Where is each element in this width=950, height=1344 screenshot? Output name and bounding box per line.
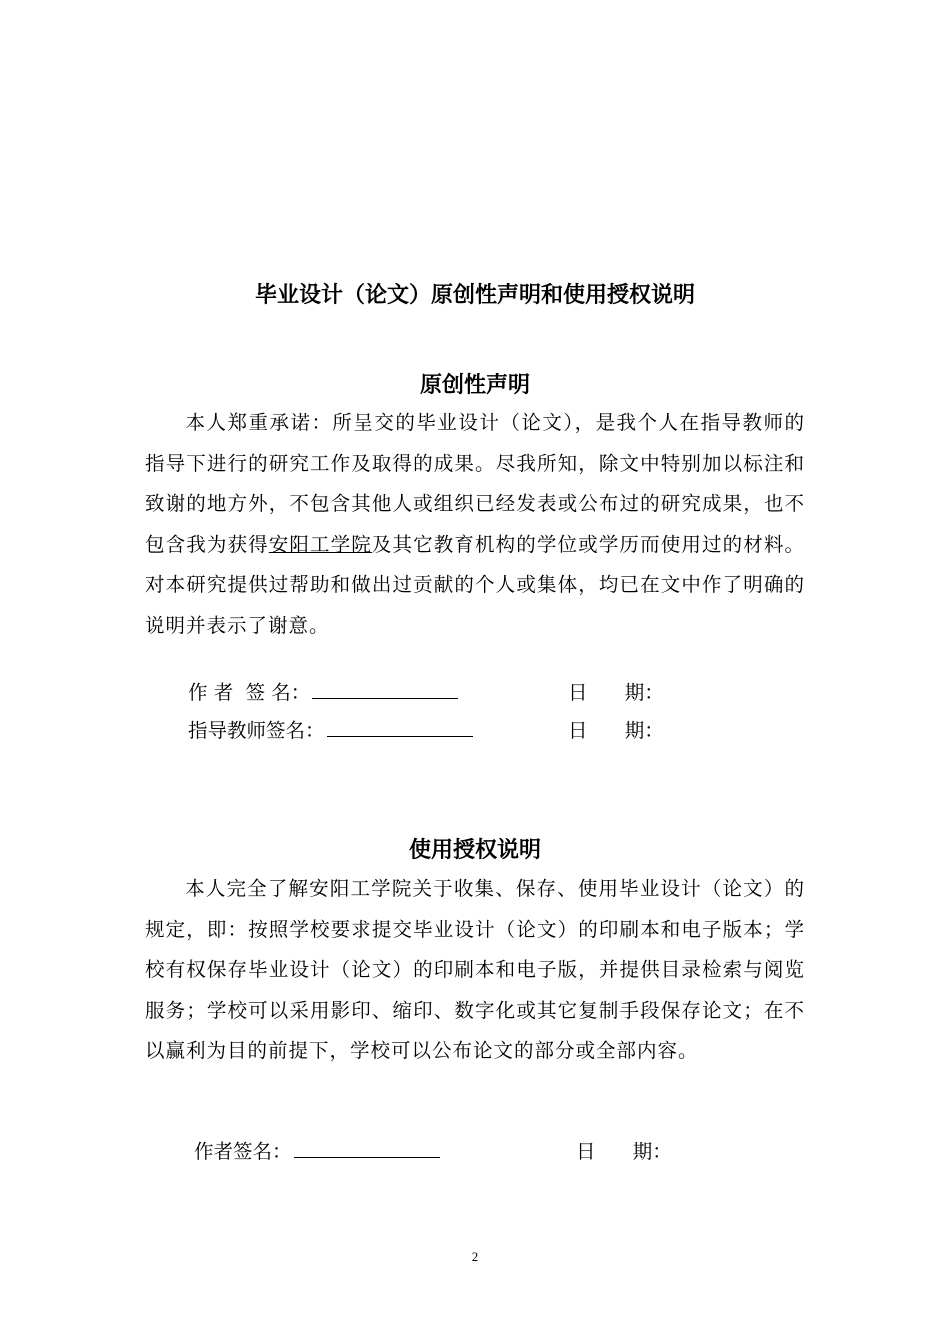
advisor-signature-row	[188, 716, 473, 746]
authorization-paragraph	[145, 869, 805, 1072]
author-signature-line[interactable]	[312, 678, 458, 699]
authorization-signature-line[interactable]	[294, 1137, 440, 1158]
advisor-date-label: 日 期：	[568, 719, 664, 742]
authorization-heading: 使用授权说明	[408, 838, 541, 863]
page-number: 2	[471, 1249, 479, 1264]
originality-text-after: 及其它教育机构的学位或学历而使用过的材料。对本研究提供过帮助和做出过贡献的个人或集体，均已在文中作了明确的说明并表示了谢意。	[145, 532, 805, 637]
originality-paragraph	[145, 403, 805, 646]
originality-text-before: 本人郑重承诺：所呈交的毕业设计（论文），是我个人在指导教师的指导下进行的研究工作及取得的成果。尽我所知，除文中特别加以标注和致谢的地方外，不包含其他人或组织已经发表或公布过的研究成果，也不包含我为获得	[145, 411, 805, 556]
advisor-signature-label: 指导教师签名：	[188, 719, 325, 742]
institution-name: 安阳工学院	[268, 532, 372, 556]
advisor-signature-line[interactable]	[327, 716, 473, 737]
originality-heading: 原创性声明	[419, 373, 530, 398]
author-signature-label: 作 者 签 名：	[188, 681, 311, 704]
authorization-date-label: 日 期：	[576, 1140, 672, 1163]
page-title: 毕业设计（论文）原创性声明和使用授权说明	[254, 283, 695, 308]
authorization-text: 本人完全了解安阳工学院关于收集、保存、使用毕业设计（论文）的规定，即：按照学校要求提交毕业设计（论文）的印刷本和电子版本；学校有权保存毕业设计（论文）的印刷本和电子版，并提供目录检索与阅览服务；学校可以采用影印、缩印、数字化或其它复制手段保存论文；在不以赢利为目的前提下，学校可以公布论文的部分或全部内容。	[145, 877, 805, 1062]
authorization-signature-label: 作者签名：	[194, 1140, 292, 1163]
authorization-signature-row	[194, 1137, 440, 1167]
author-signature-row	[188, 678, 458, 708]
author-date-label: 日 期：	[568, 681, 664, 704]
